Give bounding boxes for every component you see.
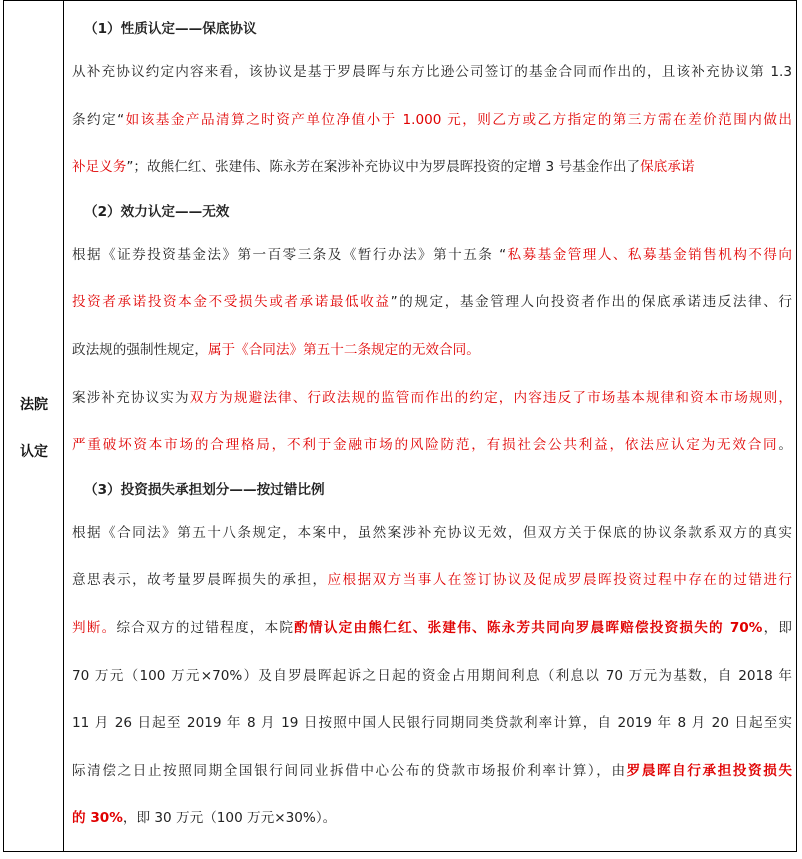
text-run: ”的规定，基金管理人向投资者作出的保底承诺违反法律、行 <box>390 294 793 311</box>
text-run: 意思表示，故考量罗晨晖损失的承担， <box>72 572 328 589</box>
text-run: 。 <box>778 437 792 454</box>
text-run: 双方为规避法律、行政法规的监管而作出的约定，内容违反了市场基本规律和资本市场规则， <box>189 389 792 406</box>
paragraph-line <box>72 97 792 145</box>
paragraph-line <box>72 192 792 232</box>
text-run: 从补充协议约定内容来看，该协议是基于罗晨晖与东方比逊公司签订的基金合同而作出的，且该补充协议第 1.3 <box>72 64 792 80</box>
paragraph-line <box>72 422 792 470</box>
text-run: ，即 30 万元（100 万元×30%）。 <box>122 810 337 827</box>
paragraph-line <box>72 9 792 49</box>
text-run: ”；故熊仁红、张建伟、陈永芳在案涉补充协议中为罗晨晖投资的定增 3 号基金作出了 <box>126 159 641 176</box>
text-run: 私募基金管理人、私募基金销售机构不得向 <box>506 246 792 263</box>
text-run: 综合双方的过错程度，本院 <box>116 619 295 636</box>
column-divider <box>63 1 64 851</box>
paragraph-line <box>72 700 792 748</box>
paragraph-line <box>72 232 792 280</box>
section-heading: （1）性质认定——保底协议 <box>84 21 257 37</box>
text-run: 判断。 <box>72 619 117 636</box>
text-run: 根据《合同法》第五十八条规定，本案中，虽然案涉补充协议无效，但双方关于保底的协议条款系双方的真实 <box>72 524 792 541</box>
text-run: 罗晨晖自行承担投资损失 <box>626 762 792 779</box>
section-heading: （3）投资损失承担划分——按过错比例 <box>84 481 325 498</box>
paragraph-line <box>72 795 792 843</box>
text-run: ，即 <box>762 619 793 636</box>
text-run: 的 30% <box>72 810 123 827</box>
paragraph-line <box>72 144 792 192</box>
text-run: 如该基金产品清算之时资产单位净值小于 1.000 元，则乙方或乙方指定的第三方需在差价范围内做出 <box>124 111 792 128</box>
label-line-1: 法院 <box>20 397 48 413</box>
paragraph-line <box>72 748 792 796</box>
paragraph-line <box>72 375 792 423</box>
paragraph-line <box>72 279 792 327</box>
paragraph-line <box>72 653 792 701</box>
text-run: 11 月 26 日起至 2019 年 8 月 19 日按照中国人民银行同期同类贷款利率计算，自 2019 年 8 月 20 日起至实 <box>72 715 792 732</box>
text-run: 70 万元（100 万元×70%）及自罗晨晖起诉之日起的资金占用期间利息（利息以 70 万元为基数，自 2018 年 <box>72 667 792 684</box>
text-run: 际清偿之日止按照同期全国银行间同业拆借中心公布的贷款市场报价利率计算），由 <box>72 762 627 779</box>
text-run: 政法规的强制性规定， <box>72 341 208 358</box>
text-run: 投资者承诺投资本金不受损失或者承诺最低收益 <box>72 294 391 311</box>
label-line-2: 认定 <box>20 444 48 460</box>
text-run: 酌情认定由熊仁红、张建伟、陈永芳共同向罗晨晖赔偿投资损失的 70% <box>294 619 763 636</box>
text-run: 案涉补充协议实为 <box>72 389 190 406</box>
paragraph-line <box>72 510 792 558</box>
paragraph-line <box>72 470 792 510</box>
ruling-table <box>3 0 797 852</box>
text-run: 保底承诺 <box>640 159 695 176</box>
text-run: 严重破坏资本市场的合理格局，不利于金融市场的风险防范，有损社会公共利益，依法应认定为无效合同 <box>72 437 779 454</box>
section-heading: （2）效力认定——无效 <box>84 203 230 220</box>
paragraph-line <box>72 327 792 375</box>
paragraph-line <box>72 49 792 97</box>
paragraph-line <box>72 605 792 653</box>
text-run: 条约定“ <box>72 111 125 128</box>
text-run: 根据《证券投资基金法》第一百零三条及《暂行办法》第十五条 “ <box>72 246 507 263</box>
ruling-content <box>72 9 792 843</box>
text-run: 应根据双方当事人在签订协议及促成罗晨晖投资过程中存在的过错进行 <box>327 572 793 589</box>
paragraph-line <box>72 557 792 605</box>
text-run: 补足义务 <box>72 159 127 176</box>
text-run: 属于《合同法》第五十二条规定的无效合同。 <box>207 341 480 358</box>
